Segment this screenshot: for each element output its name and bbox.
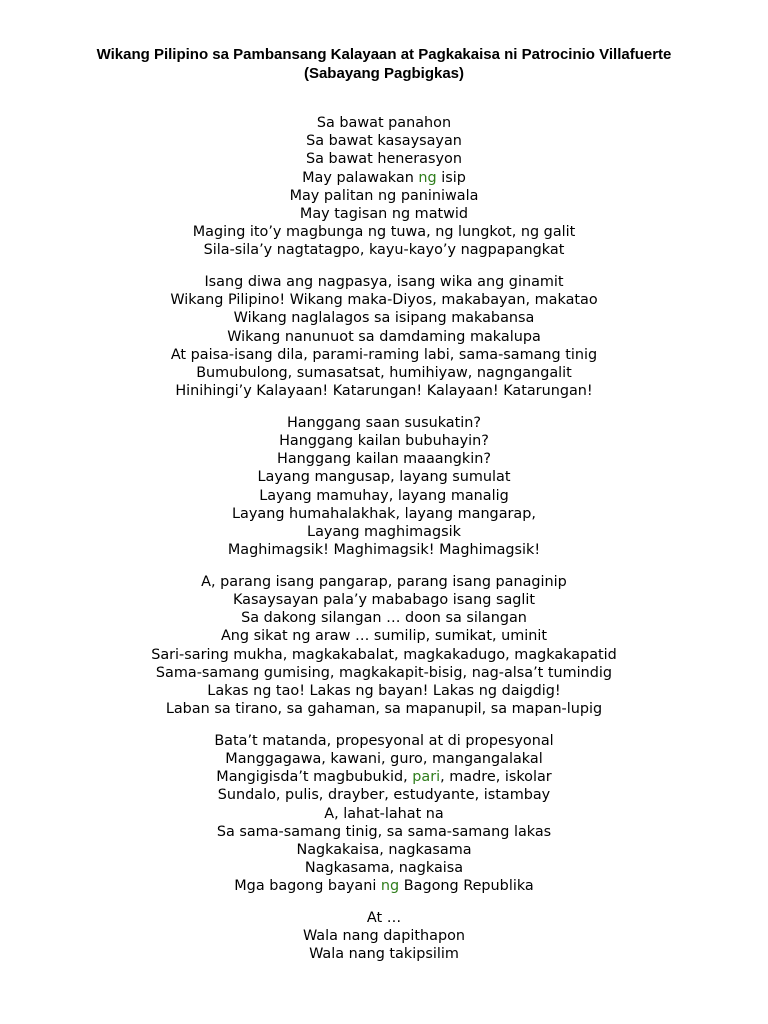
- poem-line: Layang humahalakhak, layang mangarap,: [232, 505, 536, 522]
- line-segment: Bagong Republika: [399, 878, 534, 895]
- poem-line: Sa sama-samang tinig, sa sama-samang lakas: [216, 823, 552, 840]
- poem-line: Lakas ng tao! Lakas ng bayan! Lakas ng daigdig!: [207, 682, 561, 699]
- poem-line: At …: [366, 910, 402, 926]
- poem-line: [0, 169, 768, 187]
- poem-line: Sa bawat henerasyon: [306, 151, 462, 168]
- poem-line: Ang sikat ng araw … sumilip, sumikat, uminit: [220, 628, 548, 645]
- poem-line: May tagisan ng matwid: [299, 205, 469, 222]
- poem-line: Sama-samang gumising, magkakapit-bisig, nag-alsa’t tumindig: [155, 664, 613, 681]
- highlighted-word: ng: [418, 169, 437, 186]
- poem-line: Laban sa tirano, sa gahaman, sa mapanupil, sa mapan-lupig: [165, 701, 603, 718]
- poem-line: Wala nang takipsilim: [309, 946, 459, 963]
- poem-line: A, parang isang pangarap, parang isang panaginip: [201, 573, 567, 590]
- line-segment: Mga bagong bayani: [234, 878, 381, 895]
- poem-line: Layang maghimagsik: [307, 523, 461, 540]
- poem-line: Sa bawat kasaysayan: [306, 133, 462, 150]
- poem-line: A, lahat-lahat na: [324, 805, 444, 822]
- poem-line: Hinihingi’y Kalayaan! Katarungan! Kalayaan! Katarungan!: [175, 383, 593, 400]
- poem-body: [0, 114, 768, 977]
- stanza: [0, 909, 768, 964]
- stanza: [0, 114, 768, 260]
- poem-line: Bumubulong, sumasatsat, humihiyaw, nagngangalit: [196, 364, 572, 381]
- poem-line: [0, 877, 768, 895]
- stanza: [0, 573, 768, 719]
- line-segment: isip: [436, 169, 466, 186]
- document-subtitle: (Sabayang Pagbigkas): [303, 65, 465, 82]
- poem-line: Nagkasama, nagkaisa: [304, 860, 464, 877]
- stanza: [0, 273, 768, 400]
- poem-line: Maghimagsik! Maghimagsik! Maghimagsik!: [227, 542, 541, 559]
- poem-line: Sa dakong silangan … doon sa silangan: [241, 610, 527, 627]
- line-segment: Mangigisda’t magbubukid,: [216, 769, 413, 786]
- poem-line: At paisa-isang dila, parami-raming labi, sama-samang tinig: [170, 346, 598, 363]
- highlighted-word: ng: [380, 878, 400, 895]
- poem-line: Manggagawa, kawani, guro, mangangalakal: [225, 751, 543, 767]
- poem-line: Wikang Pilipino! Wikang maka-Diyos, makabayan, makatao: [170, 292, 598, 309]
- poem-line: Nagkakaisa, nagkasama: [296, 841, 472, 858]
- poem-line: May palitan ng paniniwala: [289, 187, 479, 204]
- poem-line: Hanggang saan susukatin?: [286, 414, 482, 431]
- poem-line: Hanggang kailan maaangkin?: [277, 451, 491, 468]
- poem-line: Hanggang kailan bubuhayin?: [279, 433, 489, 449]
- highlighted-word: pari: [412, 769, 441, 786]
- poem-line: Bata’t matanda, propesyonal at di propesyonal: [214, 732, 554, 749]
- poem-line: Layang mangusap, layang sumulat: [257, 469, 511, 486]
- poem-line: Sari-saring mukha, magkakabalat, magkakadugo, magkakapatid: [151, 646, 617, 663]
- poem-line: Wikang naglalagos sa isipang makabansa: [233, 310, 535, 327]
- poem-line: Maging ito’y magbunga ng tuwa, ng lungkot, ng galit: [192, 224, 576, 241]
- document-title: Wikang Pilipino sa Pambansang Kalayaan at Pagkakaisa ni Patrocinio Villafuerte: [96, 46, 672, 63]
- poem-line: Wikang nanunuot sa damdaming makalupa: [227, 328, 541, 345]
- poem-line: [0, 768, 768, 786]
- poem-line: Wala nang dapithapon: [302, 928, 465, 945]
- line-segment: May palawakan: [302, 169, 419, 186]
- poem-line: Sa bawat panahon: [316, 115, 452, 131]
- poem-line: Sundalo, pulis, drayber, estudyante, istambay: [217, 787, 551, 804]
- poem-line: Isang diwa ang nagpasya, isang wika ang ginamit: [204, 274, 564, 290]
- poem-line: Layang mamuhay, layang manalig: [259, 487, 509, 504]
- stanza: [0, 732, 768, 896]
- stanza: [0, 414, 768, 560]
- poem-line: Kasaysayan pala’y mababago isang saglit: [232, 592, 536, 608]
- poem-line: Sila-sila’y nagtatagpo, kayu-kayo’y nagpapangkat: [203, 242, 565, 259]
- line-segment: , madre, iskolar: [440, 769, 552, 786]
